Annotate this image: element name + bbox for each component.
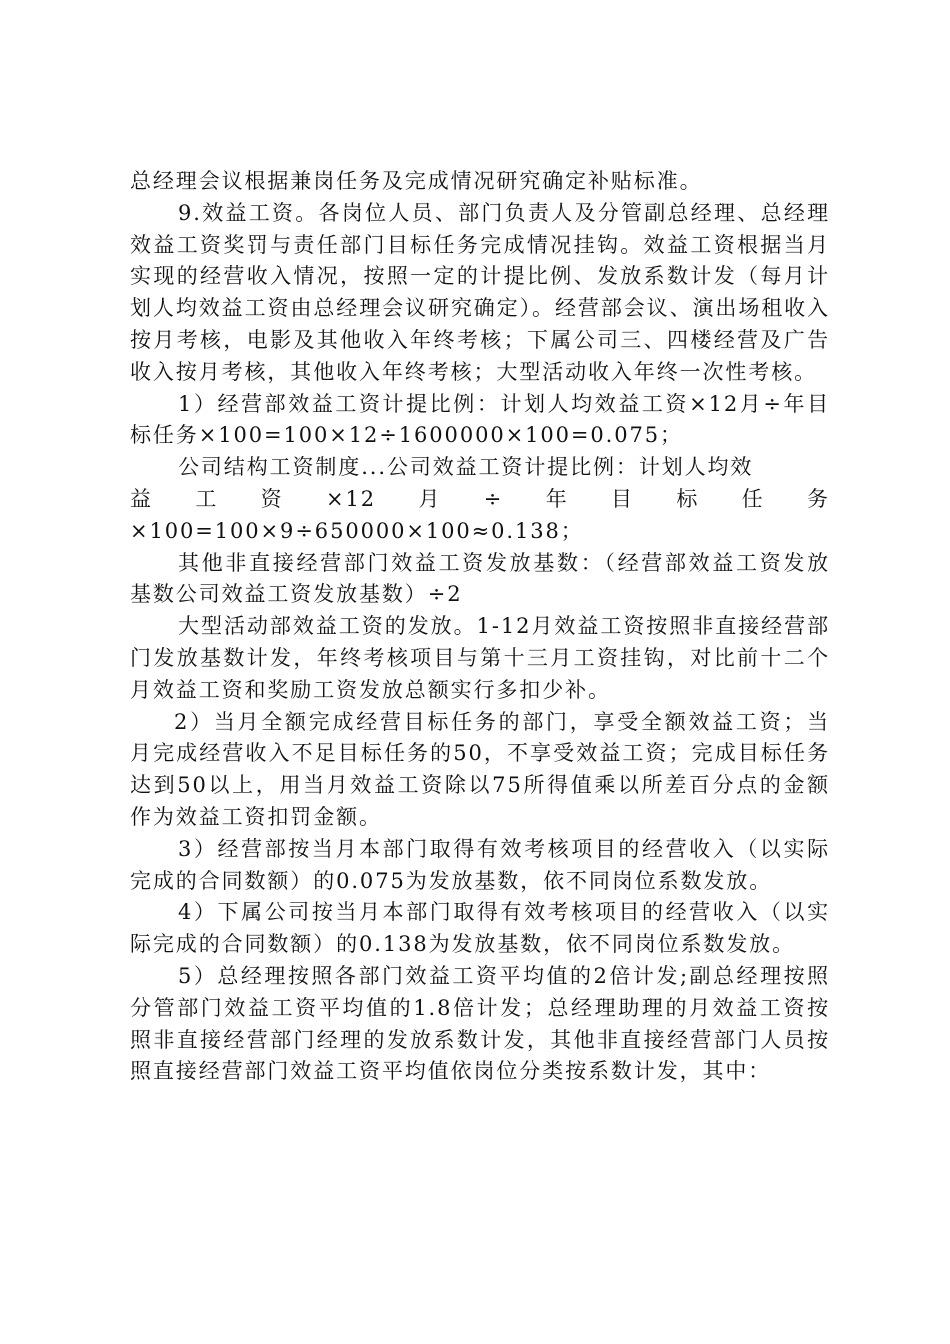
paragraph-company-ratio [130,452,830,547]
document-body [130,166,830,1088]
spread-token: 月 [418,486,442,511]
paragraph-business-dept-base: 3）经营部按当月本部门取得有效考核项目的经营收入（以实际完成的合同数额）的0.075为发放基数，依不同岗位系数发放。 [130,836,830,893]
spread-token: 务 [807,486,830,511]
paragraph-subsidiary-base: 4）下属公司按当月本部门取得有效考核项目的经营收入（以实际完成的合同数额）的0.138为发放基数，依不同岗位系数发放。 [130,900,830,957]
paragraph-target-completion: 2）当月全额完成经营目标任务的部门，享受全额效益工资；当月完成经营收入不足目标任务的50，不享受效益工资；完成目标任务达到50以上，用当月效益工资除以75所得值乘以所差百分点的金额作为效益工资扣罚金额。 [130,709,830,829]
paragraph-management-wage: 5）总经理按照各部门效益工资平均值的2倍计发;副总经理按照分管部门效益工资平均值的1.8倍计发；总经理助理的月效益工资按照非直接经营部门经理的发放系数计发，其他非直接经营部门人员按照直接经营部门效益工资平均值依岗位分类按系数计发，其中： [130,963,830,1084]
company-ratio-line-3: ×100=100×9÷650000×100≈0.138； [130,518,584,543]
spread-token: 标 [676,486,700,511]
spread-token: 目 [611,486,634,511]
paragraph-performance-wage: 9.效益工资。各岗位人员、部门负责人及分管副总经理、总经理效益工资奖罚与责任部门目标任务完成情况挂钩。效益工资根据当月实现的经营收入情况，按照一定的计提比例、发放系数计发（每月计划人均效益工资由总经理会议研究确定）。经营部会议、演出场租收入按月考核，电影及其他收入年终考核；下属公司三、四楼经营及广告收入按月考核，其他收入年终考核；大型活动收入年终一次性考核。 [130,200,830,384]
spread-token: 工 [195,486,219,511]
paragraph-subsidy-standard: 总经理会议根据兼岗任务及完成情况研究确定补贴标准。 [130,169,703,193]
spread-token: ×12 [325,486,377,511]
paragraph-non-direct-base: 其他非直接经营部门效益工资发放基数：（经营部效益工资发放基数公司效益工资发放基数）÷2 [130,550,830,607]
paragraph-large-events: 大型活动部效益工资的发放。1-12月效益工资按照非直接经营部门发放基数计发，年终考核项目与第十三月工资挂钩，对比前十二个月效益工资和奖励工资发放总额实行多扣少补。 [130,614,830,702]
spread-token: 年 [545,486,569,511]
paragraph-business-dept-ratio: 1）经营部效益工资计提比例：计划人均效益工资×12月÷年目标任务×100=100×12÷1600000×100=0.075； [130,391,830,448]
spread-token: 资 [260,486,284,511]
company-ratio-line-1: 公司结构工资制度...公司效益工资计提比例：计划人均效 [178,455,754,480]
spread-token: 益 [130,486,153,511]
company-ratio-line-2 [130,484,830,516]
spread-token: ÷ [483,486,504,511]
spread-token: 任 [741,486,765,511]
